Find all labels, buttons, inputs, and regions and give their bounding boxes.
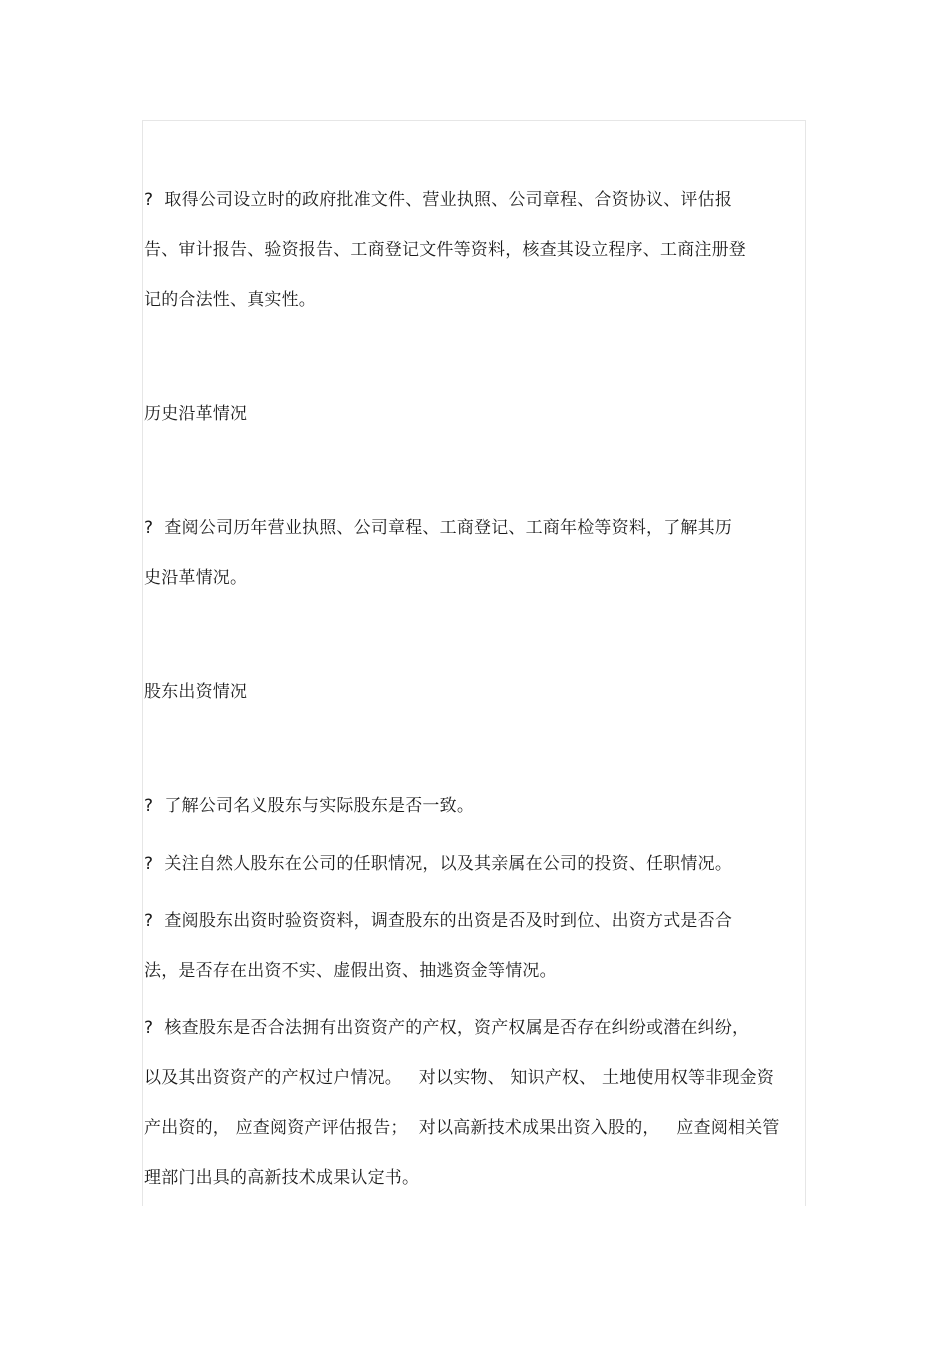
paragraph-line: 产出资的， 应查阅资产评估报告； 对以高新技术成果出资入股的， 应查阅相关管 <box>144 1118 780 1138</box>
paragraph-line: ? 取得公司设立时的政府批准文件、营业执照、公司章程、合资协议、评估报 <box>144 190 733 210</box>
paragraph-line: 告、审计报告、验资报告、工商登记文件等资料，核查其设立程序、工商注册登 <box>144 240 746 260</box>
paragraph-line: ? 查阅公司历年营业执照、公司章程、工商登记、工商年检等资料，了解其历 <box>144 518 733 538</box>
paragraph-line: 以及其出资资产的产权过户情况。 对以实物、 知识产权、 土地使用权等非现金资 <box>144 1068 775 1088</box>
page-frame <box>142 120 806 1206</box>
paragraph-line: ? 核查股东是否合法拥有出资资产的产权，资产权属是否存在纠纷或潜在纠纷， <box>144 1018 750 1038</box>
paragraph-line: 法，是否存在出资不实、虚假出资、抽逃资金等情况。 <box>144 961 557 981</box>
section-heading: 股东出资情况 <box>144 682 248 702</box>
paragraph-line: 记的合法性、真实性。 <box>144 290 316 310</box>
paragraph-line: 理部门出具的高新技术成果认定书。 <box>144 1168 420 1188</box>
section-heading: 历史沿革情况 <box>144 404 248 424</box>
paragraph-line: 史沿革情况。 <box>144 568 248 588</box>
paragraph-line: ? 了解公司名义股东与实际股东是否一致。 <box>144 796 475 816</box>
paragraph-line: ? 关注自然人股东在公司的任职情况，以及其亲属在公司的投资、任职情况。 <box>144 854 733 874</box>
paragraph-line: ? 查阅股东出资时验资资料，调查股东的出资是否及时到位、出资方式是否合 <box>144 911 733 931</box>
